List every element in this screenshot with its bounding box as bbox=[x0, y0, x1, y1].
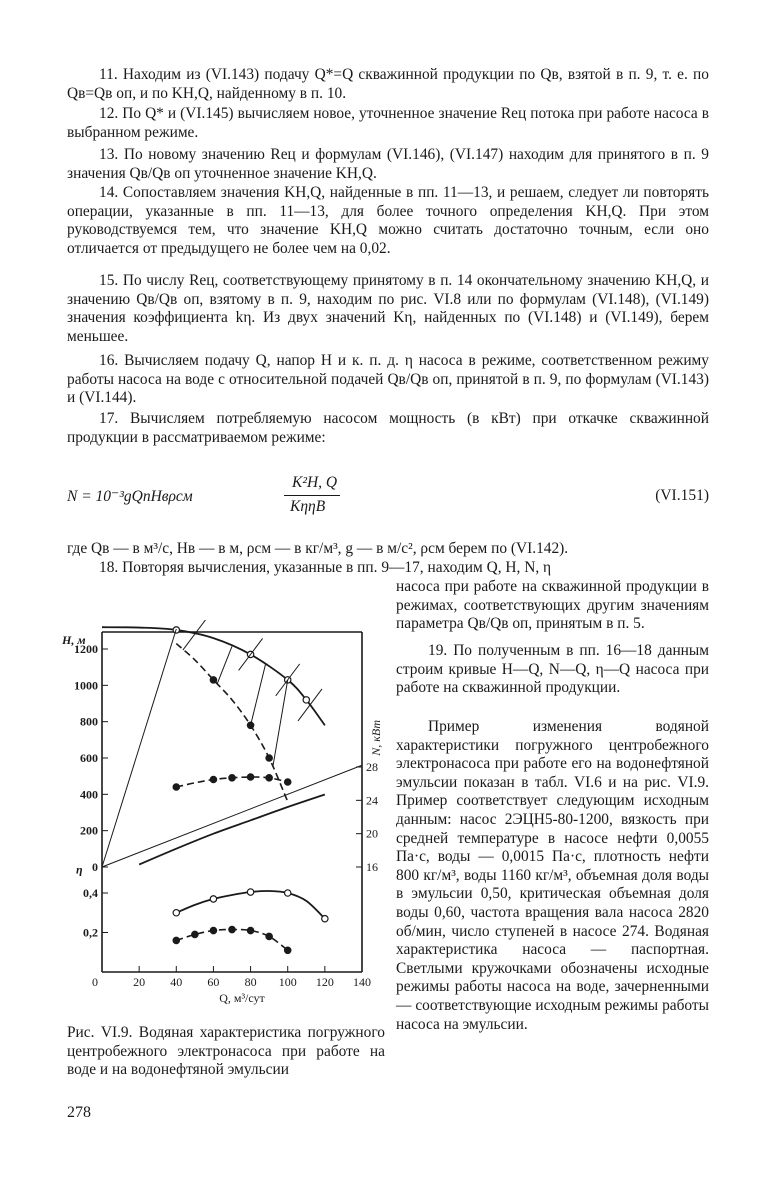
marker-eta-emulsion bbox=[210, 927, 216, 933]
h-tick-label: 200 bbox=[80, 823, 98, 838]
page-number: 278 bbox=[67, 1104, 91, 1121]
paragraph-where: где Qв — в м³/с, Hв — в м, ρсм — в кг/м³, g — в м/с², ρсм берем по (VI.142). bbox=[67, 540, 569, 557]
h-tick-label: 1000 bbox=[74, 678, 98, 693]
x-tick-label: 120 bbox=[315, 975, 334, 989]
figure-vi-9-chart bbox=[60, 620, 385, 1018]
chart-labels bbox=[61, 633, 383, 1005]
marker-H-water bbox=[303, 697, 309, 703]
h-mode-ray bbox=[102, 629, 176, 867]
marker-eta-emulsion bbox=[285, 947, 291, 953]
h-tick-label: 400 bbox=[80, 787, 98, 802]
marker-N-emulsion bbox=[173, 784, 179, 790]
paragraph-19: 19. По полученным в пп. 16—18 данным строим кривые H—Q, N—Q, η—Q насоса при работе на скважинной продукции. bbox=[396, 642, 709, 697]
n-tick-label: 28 bbox=[366, 760, 378, 774]
paragraph-18-start: 18. Повторяя вычисления, указанные в пп. 9—17, находим Q, H, N, η bbox=[99, 559, 552, 576]
construction-tick bbox=[276, 664, 300, 696]
marker-N-emulsion bbox=[210, 776, 216, 782]
marker-eta-emulsion bbox=[247, 927, 253, 933]
curve-N-water bbox=[139, 795, 325, 865]
marker-H-emulsion bbox=[210, 677, 216, 683]
h-axis-label: H, м bbox=[62, 633, 86, 647]
marker-eta-emulsion bbox=[229, 926, 235, 932]
x-tick-label: 80 bbox=[244, 975, 257, 989]
construction-link bbox=[251, 665, 266, 726]
marker-eta-water bbox=[173, 910, 179, 916]
h-tick-label: 0 bbox=[92, 860, 98, 874]
x-tick-label: 140 bbox=[353, 975, 371, 989]
chart-series bbox=[102, 620, 362, 953]
paragraph-17: 17. Вычисляем потребляемую насосом мощность (в кВт) при откачке скважинной продукции в рассматриваемом режиме: bbox=[67, 410, 709, 446]
formula-number: (VI.151) bbox=[655, 487, 709, 504]
formula-lhs: N = 10⁻³gQпHвρсм bbox=[67, 488, 193, 505]
marker-eta-water bbox=[247, 889, 253, 895]
paragraph-18-cont: насоса при работе на скважинной продукции в режимах, соответствующих другим значениям параметра Qв/Qв оп, принятым в п. 5. bbox=[396, 578, 709, 633]
marker-eta-emulsion bbox=[173, 937, 179, 943]
eta-tick-label: 0,2 bbox=[83, 925, 98, 940]
marker-N-emulsion bbox=[229, 775, 235, 781]
paragraph-11: 11. Находим из (VI.143) подачу Q*=Q скважинной продукции по Qв, взятой в п. 9, т. е. по Qв=Qв оп, и по KH,Q, найденному в п. 10. bbox=[67, 66, 709, 102]
marker-eta-water bbox=[322, 915, 328, 921]
paragraph-example: Пример изменения водяной характеристики погружного центробежного электронасоса при работе его на водонефтяной эмульсии показан в табл. VI.6 и на рис. VI.9. Пример соответствует следующим исходным данным: насос 2ЭЦН5-80-1200, вязкость при средней температуре в насосе нефти 0,0055 Па·с, воды — 0,0015 Па·с, плотность нефти 800 кг/м³, воды 1160 кг/м³, объемная доля воды в эмульсии 0,50, критическая объемная доля воды 0,60, частота вращения вала насоса 2820 об/мин, число ступеней в насосе 274. Водяная характеристика насоса — паспортная. Светлыми кружочками обозначены исходные режимы работы насоса на воде, зачерненными — соответствующие исходным режимы работы насоса на эмульсии. bbox=[396, 718, 709, 1033]
n-tick-label: 24 bbox=[366, 793, 378, 808]
eta-axis-label: η bbox=[76, 862, 83, 877]
x-tick-label: 20 bbox=[133, 975, 146, 989]
formula-denominator: KηηВ bbox=[290, 498, 326, 515]
figure-caption: Рис. VI.9. Водяная характеристика погружного центробежного электронасоса при работе на воде и на водонефтяной эмульсии bbox=[67, 1024, 385, 1079]
marker-N-emulsion bbox=[266, 775, 272, 781]
h-tick-label: 1200 bbox=[74, 642, 98, 656]
marker-H-emulsion bbox=[266, 755, 272, 761]
x-tick-label: 40 bbox=[170, 975, 183, 989]
h-tick-label: 600 bbox=[80, 751, 98, 765]
paragraph-12: 12. По Q* и (VI.145) вычисляем новое, уточненное значение Reц потока при работе насоса в выбранном режиме. bbox=[67, 105, 709, 141]
paragraph-14: 14. Сопоставляем значения KH,Q, найденные в пп. 11—13, и решаем, следует ли повторять операции, указанные в пп. 11—13, для более точного определения KH,Q. При этом руководствуемся тем, что значение KH,Q можно считать достаточно точным, если оно отличается от предыдущего не более чем на 0,02. bbox=[67, 184, 709, 257]
marker-eta-water bbox=[285, 890, 291, 896]
paragraph-16: 16. Вычисляем подачу Q, напор H и к. п. д. η насоса в режиме, соответственном режиму работы насоса на воде с относительной подачей Qв/Qв оп, принятой в п. 9, по формулам (VI.143) и (VI.144). bbox=[67, 352, 709, 407]
construction-link bbox=[273, 680, 288, 767]
x-tick-label: 60 bbox=[207, 975, 220, 989]
paragraph-13: 13. По новому значению Reц и формулам (VI.146), (VI.147) находим для принятого в п. 9 значения Qв/Qв оп уточненное значение KH,Q. bbox=[67, 146, 709, 182]
formula-numerator: K²H, Q bbox=[292, 474, 338, 491]
x-tick-label: 0 bbox=[92, 975, 98, 989]
n-tick-label: 20 bbox=[366, 826, 378, 841]
construction-tick bbox=[239, 638, 263, 670]
x-tick-label: 100 bbox=[278, 975, 297, 989]
marker-eta-emulsion bbox=[266, 933, 272, 939]
marker-N-emulsion bbox=[285, 779, 291, 785]
eta-tick-label: 0,4 bbox=[83, 886, 98, 900]
construction-link bbox=[217, 646, 232, 684]
formula-fraction-bar bbox=[284, 495, 340, 496]
formula-vi-151 bbox=[67, 474, 709, 524]
n-axis-label: N, кВт bbox=[369, 719, 383, 756]
marker-eta-emulsion bbox=[192, 931, 198, 937]
n-tick-label: 16 bbox=[366, 860, 378, 874]
paragraph-15: 15. По числу Reц, соответствующему принятому в п. 14 окончательному значению KH,Q, и значению Qв/Qв оп, взятому в п. 9, находим по рис. VI.8 или по формулам (VI.148), (VI.149) значения коэффициента kη. Из двух значений Kη, найденных по (VI.148) и (VI.149), берем меньшее. bbox=[67, 272, 709, 345]
marker-N-emulsion bbox=[247, 774, 253, 780]
x-axis-label: Q, м³/сут bbox=[219, 991, 265, 1005]
h-tick-label: 800 bbox=[80, 714, 98, 729]
marker-eta-water bbox=[210, 896, 216, 902]
